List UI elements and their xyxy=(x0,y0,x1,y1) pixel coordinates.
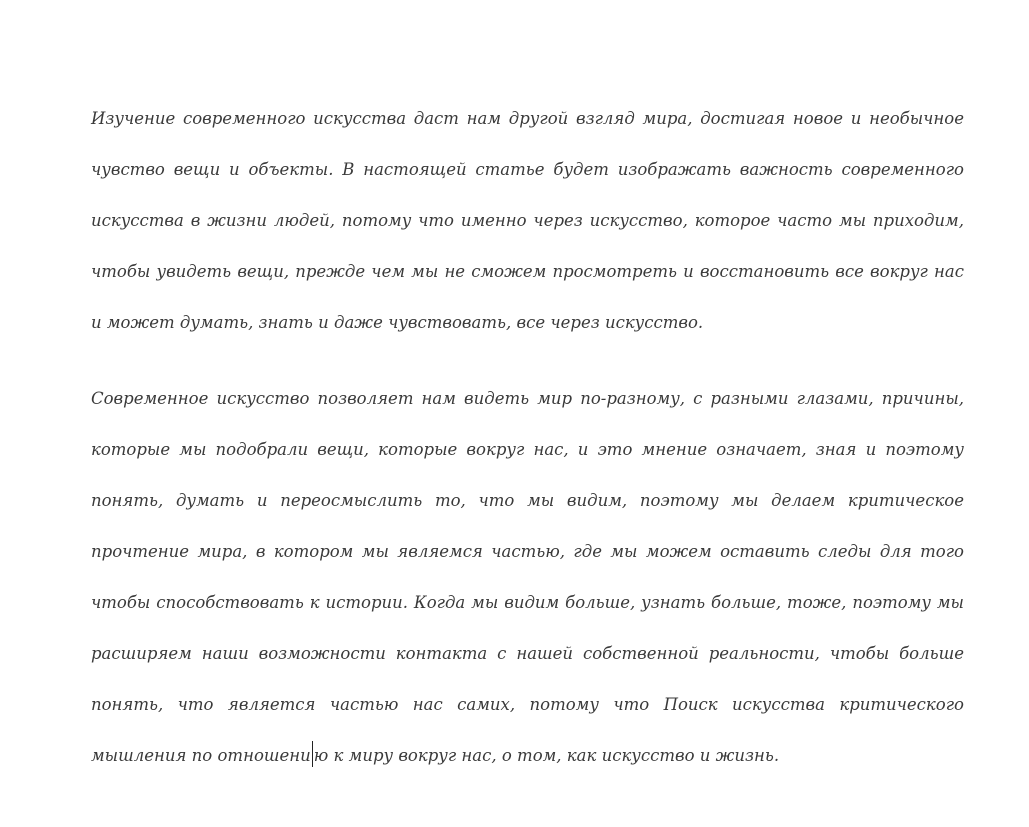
paragraph-2-text-before-caret: Современное искусство позволяет нам видеть мир по-разному, с разными глазами, причины, которые мы подобрали вещи, которые вокруг нас, и это мнение означает, зная и поэтому понять, думать и переосмыслить то, что мы видим, поэтому мы делаем критическое прочтение мира, в котором мы являемся частью, где мы можем оставить следы для того чтобы способствовать к истории. Когда мы видим больше, узнать больше, тоже, поэтому мы расширяем наши возможности контакта с нашей собственной реальности, чтобы больше понять, что является частью нас самих, потому что Поиск искусства критического мышления по отношени xyxy=(91,389,964,765)
paragraph-2-text-after-caret: ю к миру вокруг нас, о том, как искусство и жизнь. xyxy=(313,746,780,765)
document-body[interactable] xyxy=(91,93,964,781)
text-cursor xyxy=(312,741,313,767)
paragraph-2 xyxy=(91,373,964,781)
paragraph-1: Изучение современного искусства даст нам другой взгляд мира, достигая новое и необычное чувство вещи и объекты. В настоящей статье будет изображать важность современного искусства в жизни людей, потому что именно через искусство, которое часто мы приходим, чтобы увидеть вещи, прежде чем мы не сможем просмотреть и восстановить все вокруг нас и может думать, знать и даже чувствовать, все через искусство. xyxy=(91,109,964,332)
